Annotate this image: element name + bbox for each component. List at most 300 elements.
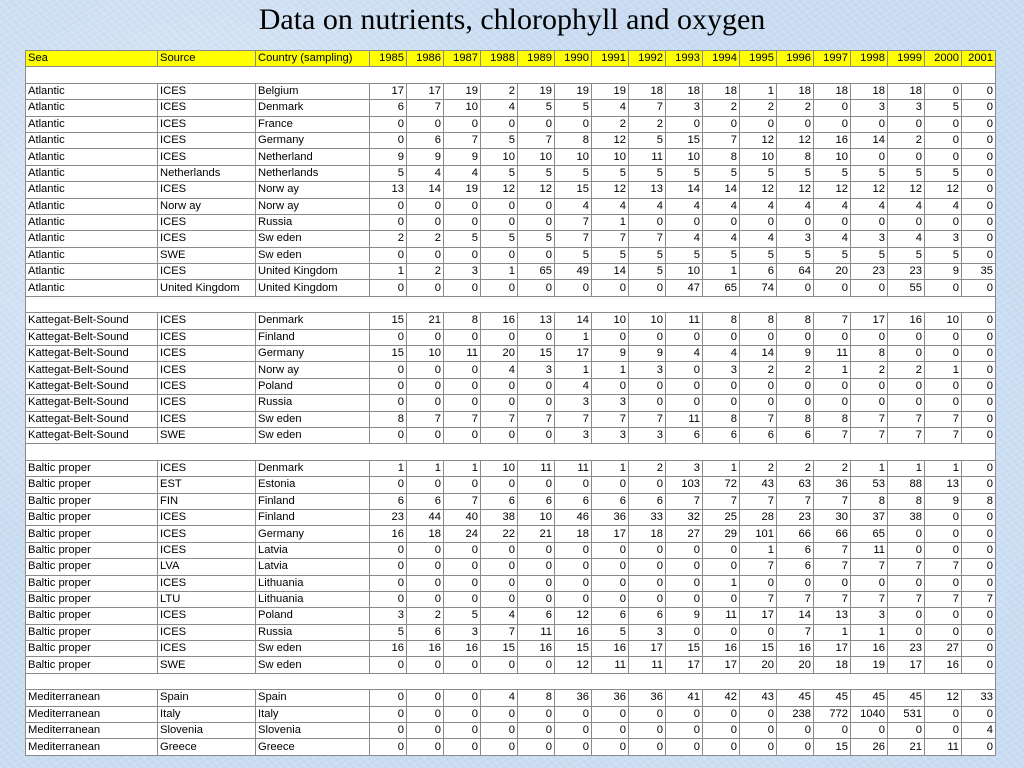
cell-value: 8 xyxy=(444,313,481,329)
cell-value: 0 xyxy=(777,280,814,296)
cell-value: 0 xyxy=(370,214,407,230)
cell-value: 0 xyxy=(925,395,962,411)
cell-value: 0 xyxy=(851,723,888,739)
cell-value: 0 xyxy=(518,280,555,296)
cell-sea: Mediterranean xyxy=(26,739,158,755)
cell-value: 4 xyxy=(666,198,703,214)
cell-value: 3 xyxy=(555,427,592,443)
cell-value: 6 xyxy=(629,608,666,624)
cell-value: 0 xyxy=(407,247,444,263)
cell-value: 4 xyxy=(740,231,777,247)
cell-country: Sw eden xyxy=(256,231,370,247)
table-row xyxy=(26,182,996,198)
cell-value: 0 xyxy=(444,116,481,132)
cell-value: 4 xyxy=(851,198,888,214)
cell-value: 0 xyxy=(555,559,592,575)
cell-value: 0 xyxy=(592,559,629,575)
cell-value: 6 xyxy=(777,542,814,558)
cell-value: 18 xyxy=(888,83,925,99)
cell-sea: Atlantic xyxy=(26,100,158,116)
cell-value: 15 xyxy=(666,132,703,148)
header-year: 1985 xyxy=(370,51,407,67)
cell-value: 16 xyxy=(518,641,555,657)
cell-value: 4 xyxy=(703,198,740,214)
cell-value: 15 xyxy=(814,739,851,755)
cell-value: 0 xyxy=(703,739,740,755)
cell-sea: Mediterranean xyxy=(26,723,158,739)
cell-value: 0 xyxy=(370,657,407,673)
spacer-cell xyxy=(26,444,996,460)
cell-value: 4 xyxy=(962,723,996,739)
cell-value: 0 xyxy=(962,280,996,296)
cell-value: 0 xyxy=(962,739,996,755)
cell-value: 20 xyxy=(814,264,851,280)
cell-value: 3 xyxy=(703,362,740,378)
cell-value: 0 xyxy=(518,739,555,755)
cell-value: 1 xyxy=(740,542,777,558)
cell-value: 0 xyxy=(925,608,962,624)
cell-value: 8 xyxy=(370,411,407,427)
cell-value: 66 xyxy=(777,526,814,542)
cell-value: 5 xyxy=(740,165,777,181)
cell-value: 6 xyxy=(703,427,740,443)
cell-sea: Atlantic xyxy=(26,264,158,280)
cell-value: 7 xyxy=(407,100,444,116)
cell-value: 7 xyxy=(888,411,925,427)
cell-country: Slovenia xyxy=(256,723,370,739)
cell-value: 23 xyxy=(851,264,888,280)
cell-value: 0 xyxy=(814,116,851,132)
cell-value: 0 xyxy=(407,690,444,706)
cell-sea: Baltic proper xyxy=(26,477,158,493)
cell-value: 0 xyxy=(370,739,407,755)
cell-value: 12 xyxy=(740,182,777,198)
cell-value: 2 xyxy=(777,362,814,378)
cell-value: 0 xyxy=(407,116,444,132)
cell-value: 5 xyxy=(666,247,703,263)
cell-value: 0 xyxy=(851,149,888,165)
cell-value: 3 xyxy=(592,427,629,443)
cell-value: 0 xyxy=(962,132,996,148)
spacer-cell xyxy=(26,296,996,312)
cell-value: 0 xyxy=(518,723,555,739)
header-year: 1987 xyxy=(444,51,481,67)
cell-value: 66 xyxy=(814,526,851,542)
cell-value: 0 xyxy=(518,378,555,394)
cell-value: 7 xyxy=(740,559,777,575)
cell-value: 10 xyxy=(592,313,629,329)
cell-value: 0 xyxy=(444,657,481,673)
cell-value: 4 xyxy=(777,198,814,214)
cell-value: 6 xyxy=(370,493,407,509)
cell-value: 7 xyxy=(592,231,629,247)
cell-value: 19 xyxy=(444,83,481,99)
cell-country: Denmark xyxy=(256,100,370,116)
table-row xyxy=(26,100,996,116)
cell-value: 3 xyxy=(851,100,888,116)
cell-value: 16 xyxy=(370,641,407,657)
cell-value: 14 xyxy=(555,313,592,329)
cell-country: Russia xyxy=(256,214,370,230)
cell-value: 65 xyxy=(851,526,888,542)
cell-value: 0 xyxy=(629,559,666,575)
table-row xyxy=(26,378,996,394)
cell-value: 8 xyxy=(777,149,814,165)
cell-value: 7 xyxy=(703,132,740,148)
cell-value: 0 xyxy=(555,723,592,739)
cell-value: 0 xyxy=(666,116,703,132)
cell-value: 0 xyxy=(962,231,996,247)
cell-value: 19 xyxy=(592,83,629,99)
cell-value: 0 xyxy=(925,575,962,591)
cell-value: 12 xyxy=(740,132,777,148)
cell-value: 0 xyxy=(888,526,925,542)
cell-sea: Kattegat-Belt-Sound xyxy=(26,427,158,443)
cell-value: 0 xyxy=(629,542,666,558)
cell-country: Germany xyxy=(256,346,370,362)
cell-value: 5 xyxy=(925,247,962,263)
cell-value: 5 xyxy=(555,100,592,116)
cell-value: 4 xyxy=(629,198,666,214)
cell-value: 0 xyxy=(666,723,703,739)
header-year: 1988 xyxy=(481,51,518,67)
cell-value: 0 xyxy=(925,509,962,525)
cell-source: ICES xyxy=(158,526,256,542)
cell-value: 5 xyxy=(370,165,407,181)
cell-country: France xyxy=(256,116,370,132)
cell-value: 3 xyxy=(444,624,481,640)
cell-value: 12 xyxy=(555,608,592,624)
cell-value: 7 xyxy=(592,411,629,427)
cell-value: 8 xyxy=(555,132,592,148)
cell-value: 0 xyxy=(481,559,518,575)
cell-value: 0 xyxy=(814,214,851,230)
cell-sea: Atlantic xyxy=(26,116,158,132)
cell-value: 9 xyxy=(777,346,814,362)
cell-value: 0 xyxy=(888,214,925,230)
cell-value: 7 xyxy=(888,427,925,443)
table-body xyxy=(26,67,996,755)
cell-value: 4 xyxy=(925,198,962,214)
cell-sea: Baltic proper xyxy=(26,575,158,591)
cell-value: 18 xyxy=(629,526,666,542)
cell-value: 1 xyxy=(814,624,851,640)
cell-value: 7 xyxy=(814,559,851,575)
cell-source: SWE xyxy=(158,657,256,673)
cell-source: SWE xyxy=(158,427,256,443)
cell-value: 7 xyxy=(481,624,518,640)
cell-value: 15 xyxy=(555,182,592,198)
cell-sea: Atlantic xyxy=(26,83,158,99)
cell-value: 0 xyxy=(814,575,851,591)
cell-source: ICES xyxy=(158,149,256,165)
cell-value: 5 xyxy=(740,247,777,263)
cell-value: 1 xyxy=(370,460,407,476)
cell-sea: Baltic proper xyxy=(26,526,158,542)
cell-value: 0 xyxy=(666,559,703,575)
cell-value: 0 xyxy=(814,395,851,411)
cell-value: 1 xyxy=(555,362,592,378)
cell-value: 8 xyxy=(740,313,777,329)
cell-value: 0 xyxy=(518,657,555,673)
cell-value: 0 xyxy=(481,214,518,230)
cell-value: 16 xyxy=(851,641,888,657)
cell-value: 0 xyxy=(962,395,996,411)
cell-value: 9 xyxy=(444,149,481,165)
cell-value: 18 xyxy=(814,657,851,673)
cell-country: Latvia xyxy=(256,559,370,575)
cell-value: 0 xyxy=(666,378,703,394)
cell-value: 14 xyxy=(703,182,740,198)
cell-value: 0 xyxy=(407,575,444,591)
cell-value: 10 xyxy=(740,149,777,165)
cell-value: 38 xyxy=(481,509,518,525)
cell-value: 19 xyxy=(518,83,555,99)
cell-value: 8 xyxy=(703,411,740,427)
cell-value: 9 xyxy=(666,608,703,624)
cell-value: 32 xyxy=(666,509,703,525)
cell-value: 10 xyxy=(555,149,592,165)
cell-value: 0 xyxy=(370,591,407,607)
cell-value: 0 xyxy=(407,427,444,443)
cell-value: 11 xyxy=(444,346,481,362)
cell-value: 0 xyxy=(703,214,740,230)
cell-value: 0 xyxy=(851,280,888,296)
cell-value: 5 xyxy=(481,132,518,148)
cell-value: 7 xyxy=(925,559,962,575)
cell-value: 0 xyxy=(518,427,555,443)
cell-value: 0 xyxy=(592,575,629,591)
cell-value: 0 xyxy=(444,559,481,575)
cell-source: ICES xyxy=(158,378,256,394)
cell-value: 0 xyxy=(370,132,407,148)
cell-value: 0 xyxy=(407,477,444,493)
cell-value: 17 xyxy=(888,657,925,673)
cell-sea: Atlantic xyxy=(26,149,158,165)
cell-value: 0 xyxy=(444,739,481,755)
cell-value: 0 xyxy=(962,460,996,476)
cell-value: 0 xyxy=(925,149,962,165)
cell-value: 0 xyxy=(851,575,888,591)
spacer-row xyxy=(26,673,996,689)
cell-value: 0 xyxy=(444,706,481,722)
cell-value: 12 xyxy=(481,182,518,198)
cell-value: 1 xyxy=(481,264,518,280)
cell-value: 0 xyxy=(666,739,703,755)
cell-value: 0 xyxy=(629,378,666,394)
cell-value: 0 xyxy=(740,723,777,739)
cell-value: 0 xyxy=(777,329,814,345)
cell-value: 7 xyxy=(629,411,666,427)
cell-source: ICES xyxy=(158,411,256,427)
cell-value: 0 xyxy=(370,575,407,591)
cell-value: 9 xyxy=(629,346,666,362)
cell-value: 0 xyxy=(518,247,555,263)
cell-value: 19 xyxy=(851,657,888,673)
cell-value: 7 xyxy=(444,411,481,427)
cell-value: 0 xyxy=(962,608,996,624)
cell-value: 0 xyxy=(666,542,703,558)
cell-value: 0 xyxy=(407,657,444,673)
cell-value: 7 xyxy=(814,542,851,558)
cell-value: 8 xyxy=(777,411,814,427)
cell-value: 20 xyxy=(740,657,777,673)
cell-value: 0 xyxy=(962,313,996,329)
cell-value: 1 xyxy=(592,214,629,230)
cell-value: 18 xyxy=(555,526,592,542)
cell-value: 18 xyxy=(629,83,666,99)
cell-value: 0 xyxy=(962,100,996,116)
cell-value: 0 xyxy=(962,542,996,558)
header-year: 1990 xyxy=(555,51,592,67)
cell-sea: Kattegat-Belt-Sound xyxy=(26,329,158,345)
cell-country: Spain xyxy=(256,690,370,706)
cell-value: 72 xyxy=(703,477,740,493)
table-row xyxy=(26,83,996,99)
cell-value: 0 xyxy=(925,624,962,640)
cell-value: 33 xyxy=(962,690,996,706)
cell-value: 0 xyxy=(962,182,996,198)
table-row xyxy=(26,116,996,132)
header-year: 1992 xyxy=(629,51,666,67)
cell-value: 0 xyxy=(407,559,444,575)
cell-value: 13 xyxy=(925,477,962,493)
cell-country: Poland xyxy=(256,378,370,394)
cell-value: 2 xyxy=(888,362,925,378)
cell-value: 1 xyxy=(703,460,740,476)
cell-source: ICES xyxy=(158,264,256,280)
cell-value: 27 xyxy=(925,641,962,657)
cell-value: 11 xyxy=(518,624,555,640)
cell-value: 2 xyxy=(888,132,925,148)
cell-value: 17 xyxy=(703,657,740,673)
cell-sea: Baltic proper xyxy=(26,624,158,640)
cell-value: 18 xyxy=(703,83,740,99)
cell-value: 19 xyxy=(555,83,592,99)
cell-value: 0 xyxy=(962,411,996,427)
cell-value: 0 xyxy=(851,395,888,411)
cell-value: 0 xyxy=(481,591,518,607)
cell-value: 7 xyxy=(814,493,851,509)
cell-value: 0 xyxy=(962,477,996,493)
cell-source: ICES xyxy=(158,329,256,345)
cell-country: Greece xyxy=(256,739,370,755)
cell-value: 10 xyxy=(925,313,962,329)
cell-source: ICES xyxy=(158,624,256,640)
cell-value: 17 xyxy=(555,346,592,362)
cell-source: SWE xyxy=(158,247,256,263)
cell-value: 43 xyxy=(740,477,777,493)
cell-value: 0 xyxy=(518,329,555,345)
cell-value: 4 xyxy=(814,231,851,247)
cell-value: 0 xyxy=(925,280,962,296)
cell-value: 0 xyxy=(481,329,518,345)
cell-value: 5 xyxy=(629,165,666,181)
cell-value: 15 xyxy=(666,641,703,657)
cell-value: 1 xyxy=(444,460,481,476)
cell-value: 3 xyxy=(851,231,888,247)
cell-value: 8 xyxy=(777,313,814,329)
cell-value: 16 xyxy=(444,641,481,657)
cell-value: 5 xyxy=(592,247,629,263)
table-row xyxy=(26,313,996,329)
table-row xyxy=(26,608,996,624)
cell-value: 0 xyxy=(814,280,851,296)
cell-value: 0 xyxy=(851,116,888,132)
cell-value: 0 xyxy=(962,214,996,230)
cell-value: 15 xyxy=(370,313,407,329)
cell-value: 9 xyxy=(407,149,444,165)
cell-value: 0 xyxy=(555,739,592,755)
cell-value: 0 xyxy=(962,427,996,443)
cell-value: 0 xyxy=(629,395,666,411)
cell-value: 12 xyxy=(518,182,555,198)
cell-value: 0 xyxy=(444,247,481,263)
cell-value: 0 xyxy=(777,378,814,394)
cell-value: 0 xyxy=(888,542,925,558)
cell-value: 0 xyxy=(703,116,740,132)
cell-value: 7 xyxy=(814,427,851,443)
cell-source: United Kingdom xyxy=(158,280,256,296)
cell-value: 0 xyxy=(407,395,444,411)
cell-value: 16 xyxy=(777,641,814,657)
spacer-row xyxy=(26,444,996,460)
cell-sea: Kattegat-Belt-Sound xyxy=(26,346,158,362)
cell-value: 6 xyxy=(777,559,814,575)
cell-source: ICES xyxy=(158,116,256,132)
cell-value: 26 xyxy=(851,739,888,755)
cell-value: 0 xyxy=(814,329,851,345)
cell-value: 0 xyxy=(629,591,666,607)
cell-value: 0 xyxy=(481,739,518,755)
cell-value: 18 xyxy=(814,83,851,99)
cell-sea: Kattegat-Belt-Sound xyxy=(26,362,158,378)
cell-value: 15 xyxy=(481,641,518,657)
cell-value: 5 xyxy=(925,100,962,116)
cell-value: 7 xyxy=(777,624,814,640)
cell-value: 7 xyxy=(555,214,592,230)
cell-sea: Baltic proper xyxy=(26,509,158,525)
cell-value: 47 xyxy=(666,280,703,296)
cell-country: Russia xyxy=(256,395,370,411)
cell-value: 12 xyxy=(814,182,851,198)
cell-value: 11 xyxy=(666,313,703,329)
cell-value: 10 xyxy=(518,509,555,525)
cell-value: 0 xyxy=(740,575,777,591)
cell-value: 4 xyxy=(666,346,703,362)
cell-value: 0 xyxy=(962,526,996,542)
cell-value: 11 xyxy=(629,149,666,165)
data-table xyxy=(25,50,996,756)
cell-value: 23 xyxy=(777,509,814,525)
cell-value: 0 xyxy=(666,624,703,640)
cell-value: 33 xyxy=(629,509,666,525)
table-row xyxy=(26,739,996,755)
cell-value: 0 xyxy=(962,657,996,673)
cell-value: 12 xyxy=(888,182,925,198)
cell-value: 0 xyxy=(888,395,925,411)
cell-value: 6 xyxy=(518,608,555,624)
table-row xyxy=(26,247,996,263)
cell-value: 0 xyxy=(592,477,629,493)
cell-value: 0 xyxy=(814,378,851,394)
cell-value: 0 xyxy=(518,706,555,722)
cell-value: 0 xyxy=(925,378,962,394)
cell-value: 0 xyxy=(592,329,629,345)
cell-value: 0 xyxy=(370,329,407,345)
cell-country: Lithuania xyxy=(256,591,370,607)
cell-value: 0 xyxy=(703,542,740,558)
